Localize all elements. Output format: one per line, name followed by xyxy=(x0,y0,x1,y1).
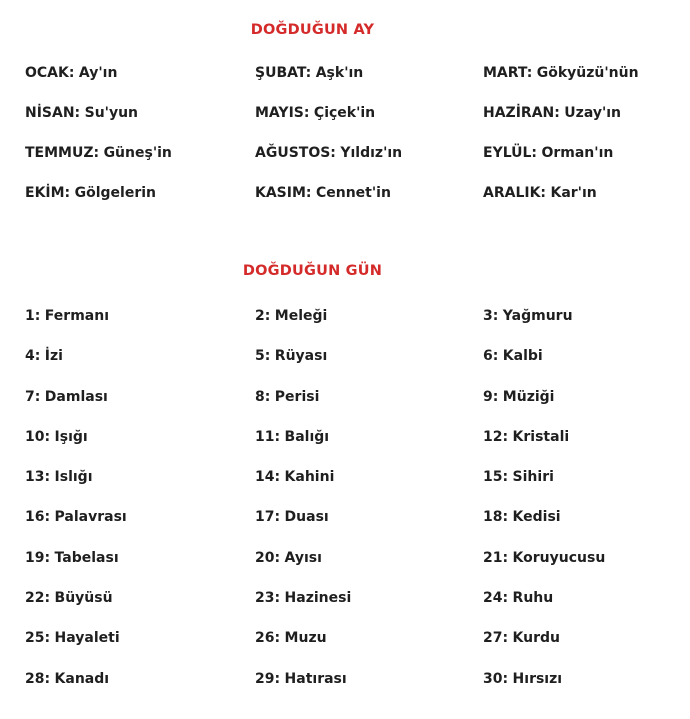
month-entry-key: KASIM: xyxy=(255,185,312,201)
day-entry-key: 21: xyxy=(483,549,509,566)
day-entry-key: 29: xyxy=(255,670,281,687)
day-entry-key: 10: xyxy=(25,428,51,445)
day-entry-value: Balığı xyxy=(284,428,330,445)
day-entry-value: Ayısı xyxy=(284,549,322,566)
day-entry-value: Duası xyxy=(284,509,329,526)
day-entry-value: Fermanı xyxy=(44,308,109,324)
day-entry xyxy=(255,387,483,427)
day-entry-key: 3: xyxy=(483,308,499,324)
day-entry xyxy=(25,346,255,386)
day-entry-value: Hatırası xyxy=(284,670,347,687)
month-entry xyxy=(483,183,665,223)
day-entry-value: Ruhu xyxy=(512,590,554,607)
day-entry-key: 27: xyxy=(483,630,509,647)
month-entry xyxy=(255,103,483,143)
month-entry xyxy=(255,183,483,223)
day-entry-value: Büyüsü xyxy=(54,590,113,607)
day-entry xyxy=(483,548,665,588)
day-section-title: DOĞDUĞUN GÜN xyxy=(242,263,383,279)
month-entry xyxy=(255,143,483,183)
day-entry-key: 4: xyxy=(25,348,41,365)
month-entry-value: Yıldız'ın xyxy=(340,145,403,161)
day-entry-value: Kedisi xyxy=(512,509,561,526)
day-entry-key: 19: xyxy=(25,549,51,566)
day-entry xyxy=(483,467,665,507)
day-entry-key: 1: xyxy=(25,308,41,324)
day-entry xyxy=(255,346,483,386)
month-entry xyxy=(483,143,665,183)
day-entry-value: Meleği xyxy=(274,308,328,324)
day-entry xyxy=(25,387,255,427)
month-entry-value: Güneş'in xyxy=(103,145,172,161)
day-entry-key: 15: xyxy=(483,469,509,486)
day-entry-value: Yağmuru xyxy=(502,308,573,324)
day-entry xyxy=(255,427,483,467)
day-entry-key: 11: xyxy=(255,428,281,445)
day-entry-key: 9: xyxy=(483,388,499,405)
month-entry xyxy=(255,63,483,103)
day-entry xyxy=(483,628,665,668)
day-entry-value: Islığı xyxy=(54,469,93,486)
month-entry xyxy=(483,103,665,143)
day-entry xyxy=(255,588,483,628)
day-entry-key: 28: xyxy=(25,670,51,687)
month-section-title: DOĞDUĞUN AY xyxy=(250,22,375,38)
day-entry-key: 25: xyxy=(25,630,51,647)
month-entry xyxy=(483,63,665,103)
day-entry-key: 30: xyxy=(483,670,509,687)
day-entry-value: Hazinesi xyxy=(284,590,352,607)
day-entry-key: 16: xyxy=(25,509,51,526)
day-entry-value: Müziği xyxy=(502,388,555,405)
day-entry-value: Kanadı xyxy=(54,670,110,687)
day-entry-value: Sihiri xyxy=(512,469,554,486)
day-entry-value: Hayaleti xyxy=(54,630,120,647)
day-entry-value: İzi xyxy=(44,348,63,365)
day-entry xyxy=(255,628,483,668)
day-entry-value: Perisi xyxy=(274,388,320,405)
day-entry xyxy=(483,346,665,386)
day-entry-value: Hırsızı xyxy=(512,670,563,687)
month-entry-key: ŞUBAT: xyxy=(255,65,312,81)
day-entry-value: Kalbi xyxy=(502,348,543,365)
day-entry-key: 26: xyxy=(255,630,281,647)
day-entry-key: 23: xyxy=(255,590,281,607)
month-entry-value: Aşk'ın xyxy=(315,65,364,81)
day-grid xyxy=(25,306,665,709)
day-entry xyxy=(255,306,483,346)
day-entry xyxy=(25,507,255,547)
month-entry xyxy=(25,103,255,143)
day-entry-value: Muzu xyxy=(284,630,327,647)
day-entry-key: 7: xyxy=(25,388,41,405)
day-entry xyxy=(25,306,255,346)
day-entry-value: Damlası xyxy=(44,388,108,405)
day-entry xyxy=(25,588,255,628)
month-entry-value: Çiçek'in xyxy=(313,105,376,121)
day-entry-value: Kristali xyxy=(512,428,570,445)
month-entry-key: AĞUSTOS: xyxy=(255,145,336,161)
day-entry xyxy=(483,669,665,709)
day-entry xyxy=(255,669,483,709)
day-entry-value: Palavrası xyxy=(54,509,127,526)
month-entry-value: Uzay'ın xyxy=(564,105,622,121)
day-entry-key: 20: xyxy=(255,549,281,566)
month-entry xyxy=(25,63,255,103)
month-entry-value: Orman'ın xyxy=(541,145,614,161)
month-entry-key: MAYIS: xyxy=(255,105,310,121)
month-entry-key: HAZİRAN: xyxy=(483,105,560,121)
month-entry-key: EKİM: xyxy=(25,185,71,201)
day-entry-key: 17: xyxy=(255,509,281,526)
month-entry-key: NİSAN: xyxy=(25,105,81,121)
day-entry-key: 12: xyxy=(483,428,509,445)
month-entry-key: TEMMUZ: xyxy=(25,145,100,161)
day-entry xyxy=(483,427,665,467)
day-entry xyxy=(255,548,483,588)
day-entry-key: 5: xyxy=(255,348,271,365)
day-entry-key: 18: xyxy=(483,509,509,526)
month-entry xyxy=(25,143,255,183)
month-entry-value: Cennet'in xyxy=(315,185,391,201)
day-entry-key: 24: xyxy=(483,590,509,607)
day-entry-value: Tabelası xyxy=(54,549,119,566)
day-entry xyxy=(25,548,255,588)
day-entry-value: Kurdu xyxy=(512,630,561,647)
day-entry-value: Rüyası xyxy=(274,348,328,365)
month-entry-value: Gölgelerin xyxy=(74,185,156,201)
day-entry-key: 6: xyxy=(483,348,499,365)
month-entry-value: Su'yun xyxy=(84,105,139,121)
day-entry xyxy=(25,467,255,507)
month-entry xyxy=(25,183,255,223)
day-entry-key: 22: xyxy=(25,590,51,607)
day-entry xyxy=(483,387,665,427)
day-entry-value: Işığı xyxy=(54,428,88,445)
month-entry-value: Gökyüzü'nün xyxy=(536,65,639,81)
day-entry xyxy=(483,306,665,346)
day-entry-key: 2: xyxy=(255,308,271,324)
day-entry xyxy=(255,507,483,547)
day-entry-key: 13: xyxy=(25,469,51,486)
month-entry-key: OCAK: xyxy=(25,65,75,81)
day-entry xyxy=(255,467,483,507)
month-entry-key: ARALIK: xyxy=(483,185,547,201)
day-entry-value: Kahini xyxy=(284,469,335,486)
day-entry xyxy=(25,427,255,467)
day-entry-key: 14: xyxy=(255,469,281,486)
month-entry-value: Ay'ın xyxy=(78,65,118,81)
month-entry-key: EYLÜL: xyxy=(483,145,538,161)
day-entry xyxy=(483,507,665,547)
day-entry-key: 8: xyxy=(255,388,271,405)
month-entry-key: MART: xyxy=(483,65,533,81)
day-entry xyxy=(25,628,255,668)
day-entry-value: Koruyucusu xyxy=(512,549,606,566)
day-entry xyxy=(25,669,255,709)
month-grid xyxy=(25,63,665,223)
day-entry xyxy=(483,588,665,628)
month-entry-value: Kar'ın xyxy=(550,185,597,201)
